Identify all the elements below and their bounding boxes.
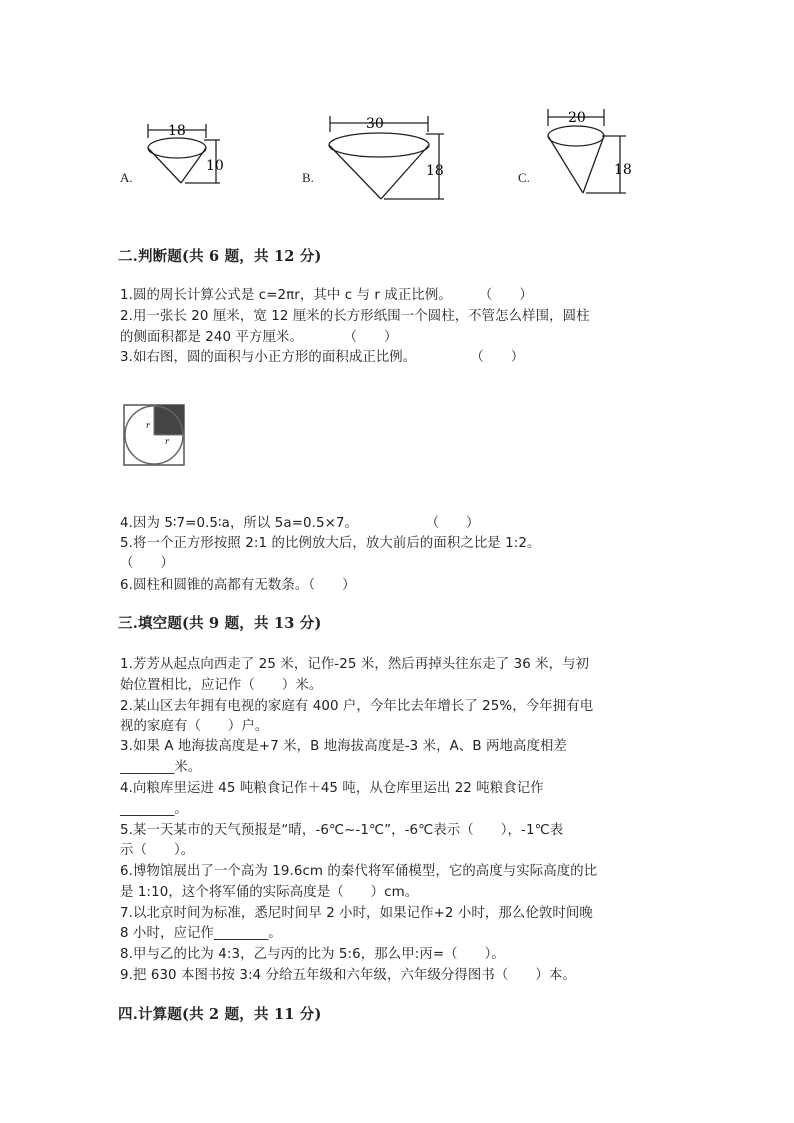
judge-line-2: 2.用一张长 20 厘米，宽 12 厘米的长方形纸围一个圆柱，不管怎么样围，圆柱 — [120, 309, 590, 324]
judge-line-6: 5.将一个正方形按照 2:1 的比例放大后，放大前后的面积之比是 1:2。 — [120, 536, 541, 551]
circle-square-figure — [120, 400, 188, 470]
judge-line-5: 4.因为 5∶7=0.5∶a，所以 5a=0.5×7。 （ ） — [120, 516, 480, 531]
cone-b-top-dim: 30 — [366, 116, 384, 132]
cone-c-figure — [540, 104, 640, 198]
fill-line-3: 2.某山区去年拥有电视的家庭有 400 户，今年比去年增长了 25%，今年拥有电 — [120, 699, 594, 714]
fill-line-9: 5.某一天某市的天气预报是“晴，-6℃~-1℃”，-6℃表示（ ），-1℃表 — [120, 823, 564, 838]
fill-line-15: 8.甲与乙的比为 4:3，乙与丙的比为 5:6，那么甲:丙=（ ）。 — [120, 947, 505, 962]
fill-line-11: 6.博物馆展出了一个高为 19.6cm 的秦代将军俑模型，它的高度与实际高度的比 — [120, 864, 598, 879]
option-c-label: C. — [518, 170, 530, 185]
judge-line-7: （ ） — [120, 556, 174, 571]
section-fill-heading: 三.填空题(共 9 题，共 13 分) — [118, 615, 322, 632]
cone-b-side-dim: 18 — [426, 163, 444, 179]
cone-a-side-dim: 10 — [206, 158, 224, 174]
judge-line-1: 1.圆的周长计算公式是 c=2πr，其中 c 与 r 成正比例。 （ ） — [120, 288, 533, 303]
judge-line-3: 的侧面积都是 240 平方厘米。 （ ） — [120, 330, 398, 345]
judge-line-4: 3.如右图，圆的面积与小正方形的面积成正比例。 （ ） — [120, 350, 525, 365]
cone-c-side-dim: 18 — [614, 162, 632, 178]
fill-line-2: 始位置相比，应记作（ ）米。 — [120, 678, 323, 693]
section-judge-heading: 二.判断题(共 6 题，共 12 分) — [118, 248, 322, 265]
option-b-label: B. — [302, 170, 314, 185]
fill-line-4: 视的家庭有（ ）户。 — [120, 719, 269, 734]
fill-line-7: 4.向粮库里运进 45 吨粮食记作＋45 吨，从仓库里运出 22 吨粮食记作 — [120, 781, 544, 796]
fill-line-16: 9.把 630 本图书按 3:4 分给五年级和六年级，六年级分得图书（ ）本。 — [120, 968, 576, 983]
fill-line-14: 8 小时，应记作________。 — [120, 926, 282, 941]
radius-label-top: r — [146, 421, 150, 430]
judge-line-8: 6.圆柱和圆锥的高都有无数条。（ ） — [120, 578, 356, 593]
cone-a-top-dim: 18 — [168, 123, 186, 139]
cone-c-top-dim: 20 — [568, 110, 586, 126]
option-a-label: A. — [120, 170, 133, 185]
cone-b-figure — [322, 112, 452, 204]
fill-line-10: 示（ ）。 — [120, 843, 195, 858]
fill-line-12: 是 1:10，这个将军俑的实际高度是（ ）cm。 — [120, 885, 419, 900]
fill-line-8: ________。 — [120, 802, 188, 817]
fill-line-13: 7.以北京时间为标准，悉尼时间早 2 小时，如果记作+2 小时，那么伦敦时间晚 — [120, 906, 593, 921]
fill-line-6: ________米。 — [120, 760, 202, 775]
fill-line-5: 3.如果 A 地海拔高度是+7 米，B 地海拔高度是-3 米，A、B 两地高度相差 — [120, 739, 567, 754]
fill-line-1: 1.芳芳从起点向西走了 25 米，记作-25 米，然后再掉头往东走了 36 米，与初 — [120, 657, 590, 672]
radius-label-bottom: r — [165, 437, 169, 446]
cone-a-figure — [140, 118, 230, 198]
section-calc-heading: 四.计算题(共 2 题，共 11 分) — [118, 1006, 322, 1023]
